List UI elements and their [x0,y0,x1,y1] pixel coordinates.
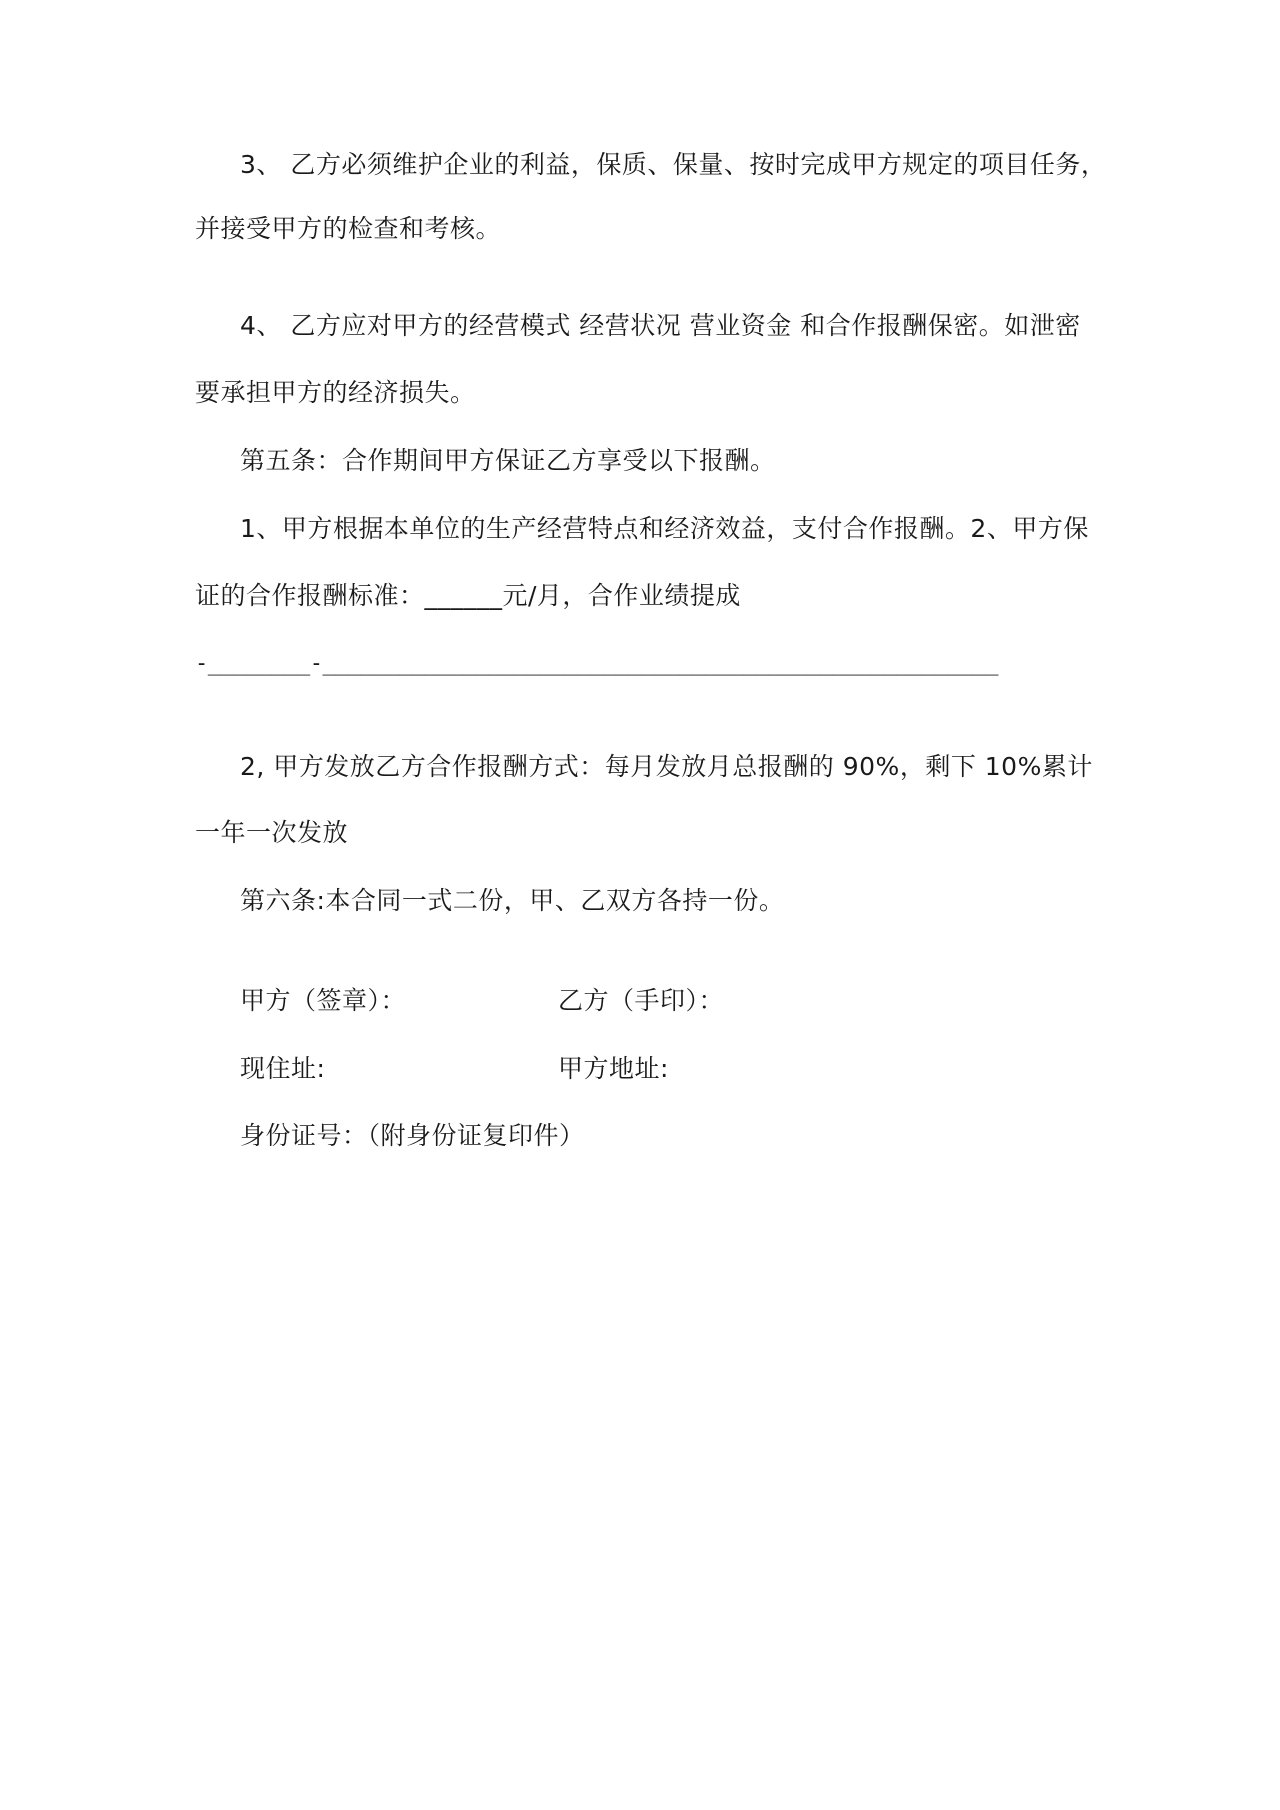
clause-5-item-1-line-2: 证的合作报酬标准：______元/月，合作业绩提成 [195,581,741,610]
clause-5-item-2-line-1: 2, 甲方发放乙方合作报酬方式：每月发放月总报酬的 90%，剩下 10%累计 [240,752,1093,781]
current-address-label: 现住址: [240,1054,326,1083]
id-number-label: 身份证号：（附身份证复印件） [240,1121,585,1150]
clause-4-item-4-line-1: 4、 乙方应对甲方的经营模式 经营状况 营业资金 和合作报酬保密。如泄密 [240,311,1081,340]
clause-4-item-3-line-1: 3、 乙方必须维护企业的利益，保质、保量、按时完成甲方规定的项目任务， [240,150,1107,179]
commission-blank-line: -________-_____________________________________________________ [195,651,998,676]
clause-5-item-1-line-1: 1、甲方根据本单位的生产经营特点和经济效益，支付合作报酬。2、甲方保 [240,514,1089,543]
clause-6-heading: 第六条:本合同一式二份，甲、乙双方各持一份。 [240,886,785,915]
clause-4-item-3-line-2: 并接受甲方的检查和考核。 [195,214,502,243]
clause-5-heading: 第五条：合作期间甲方保证乙方享受以下报酬。 [240,446,776,475]
clause-4-item-4-line-2: 要承担甲方的经济损失。 [195,378,476,407]
party-b-seal-label: 乙方（手印）： [558,986,725,1015]
clause-5-item-2-line-2: 一年一次发放 [195,818,349,847]
party-a-seal-label: 甲方（签章）： [240,986,407,1015]
party-a-address-label: 甲方地址: [558,1054,669,1083]
